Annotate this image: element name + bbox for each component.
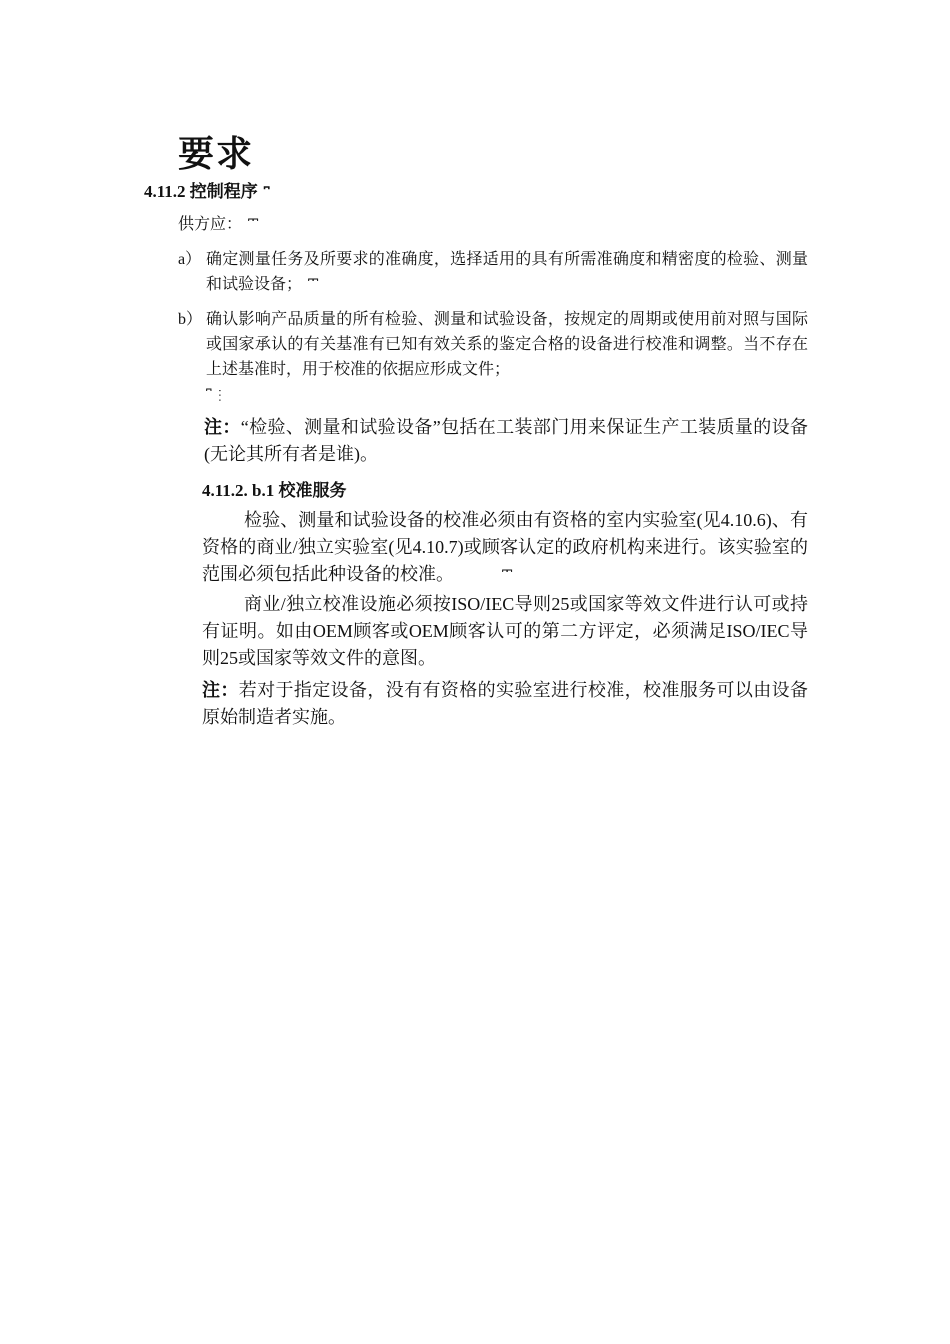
paragraph <box>202 591 808 672</box>
section-heading-text: 4.11.2 控制程序 <box>144 182 258 201</box>
note-label: 注： <box>204 417 241 437</box>
note-block <box>204 414 808 468</box>
note-label: 注： <box>202 680 239 700</box>
section-heading <box>144 177 268 203</box>
list-item-label: a） <box>178 251 202 268</box>
note-text: “检验、测量和试验设备”包括在工装部门用来保证生产工装质量的设备(无论其所有者是谁)。 <box>204 417 808 464</box>
list-item-b <box>178 306 808 410</box>
list-item-a <box>178 246 808 300</box>
list-item-label: b） <box>178 311 203 328</box>
page-title: 要求 <box>178 134 255 175</box>
paragraph-text: 商业/独立校准设施必须按ISO/IEC导则25或国家等效文件进行认可或持有证明。如由OEM顾客或OEM顾客认可的第二方评定，必须满足ISO/IEC导则25或国家等效文件的意图。 <box>202 594 808 668</box>
list-item-text: 确认影响产品质量的所有检验、测量和试验设备，按规定的周期或使用前对照与国际或国家承认的有关基准有已知有效关系的鉴定合格的设备进行校准和调整。当不存在上述基准时，用于校准的依据应形成文件； <box>206 309 808 378</box>
subsection-heading: 4.11.2. b.1 校准服务 <box>202 481 347 500</box>
note-text: 若对于指定设备，没有有资格的实验室进行校准，校准服务可以由设备原始制造者实施。 <box>202 680 808 727</box>
list-item-body <box>206 306 808 410</box>
edit-mark-icon: ⎴⎴ <box>248 219 258 235</box>
intro-text: 供方应： <box>178 214 243 233</box>
edit-mark-icon: ⎴ <box>263 187 269 203</box>
note-block <box>202 677 808 731</box>
list-item-text: 确定测量任务及所要求的准确度，选择适用的具有所需准确度和精密度的检验、测量和试验设备； <box>206 249 808 293</box>
intro-line <box>178 211 257 240</box>
paragraph-text: 检验、测量和试验设备的校准必须由有资格的室内实验室(见4.10.6)、有资格的商业/独立实验室(见4.10.7)或顾客认定的政府机构来进行。该实验室的范围必须包括此种设备的校准。 <box>202 510 808 584</box>
edit-mark-icon: ⎴⎴ <box>308 279 318 295</box>
edit-mark-icon: ⎴ ⋮ <box>206 389 221 405</box>
paragraph <box>202 507 808 592</box>
list-item-body <box>206 246 808 300</box>
edit-mark-icon: ⎴⎴ <box>502 570 512 586</box>
